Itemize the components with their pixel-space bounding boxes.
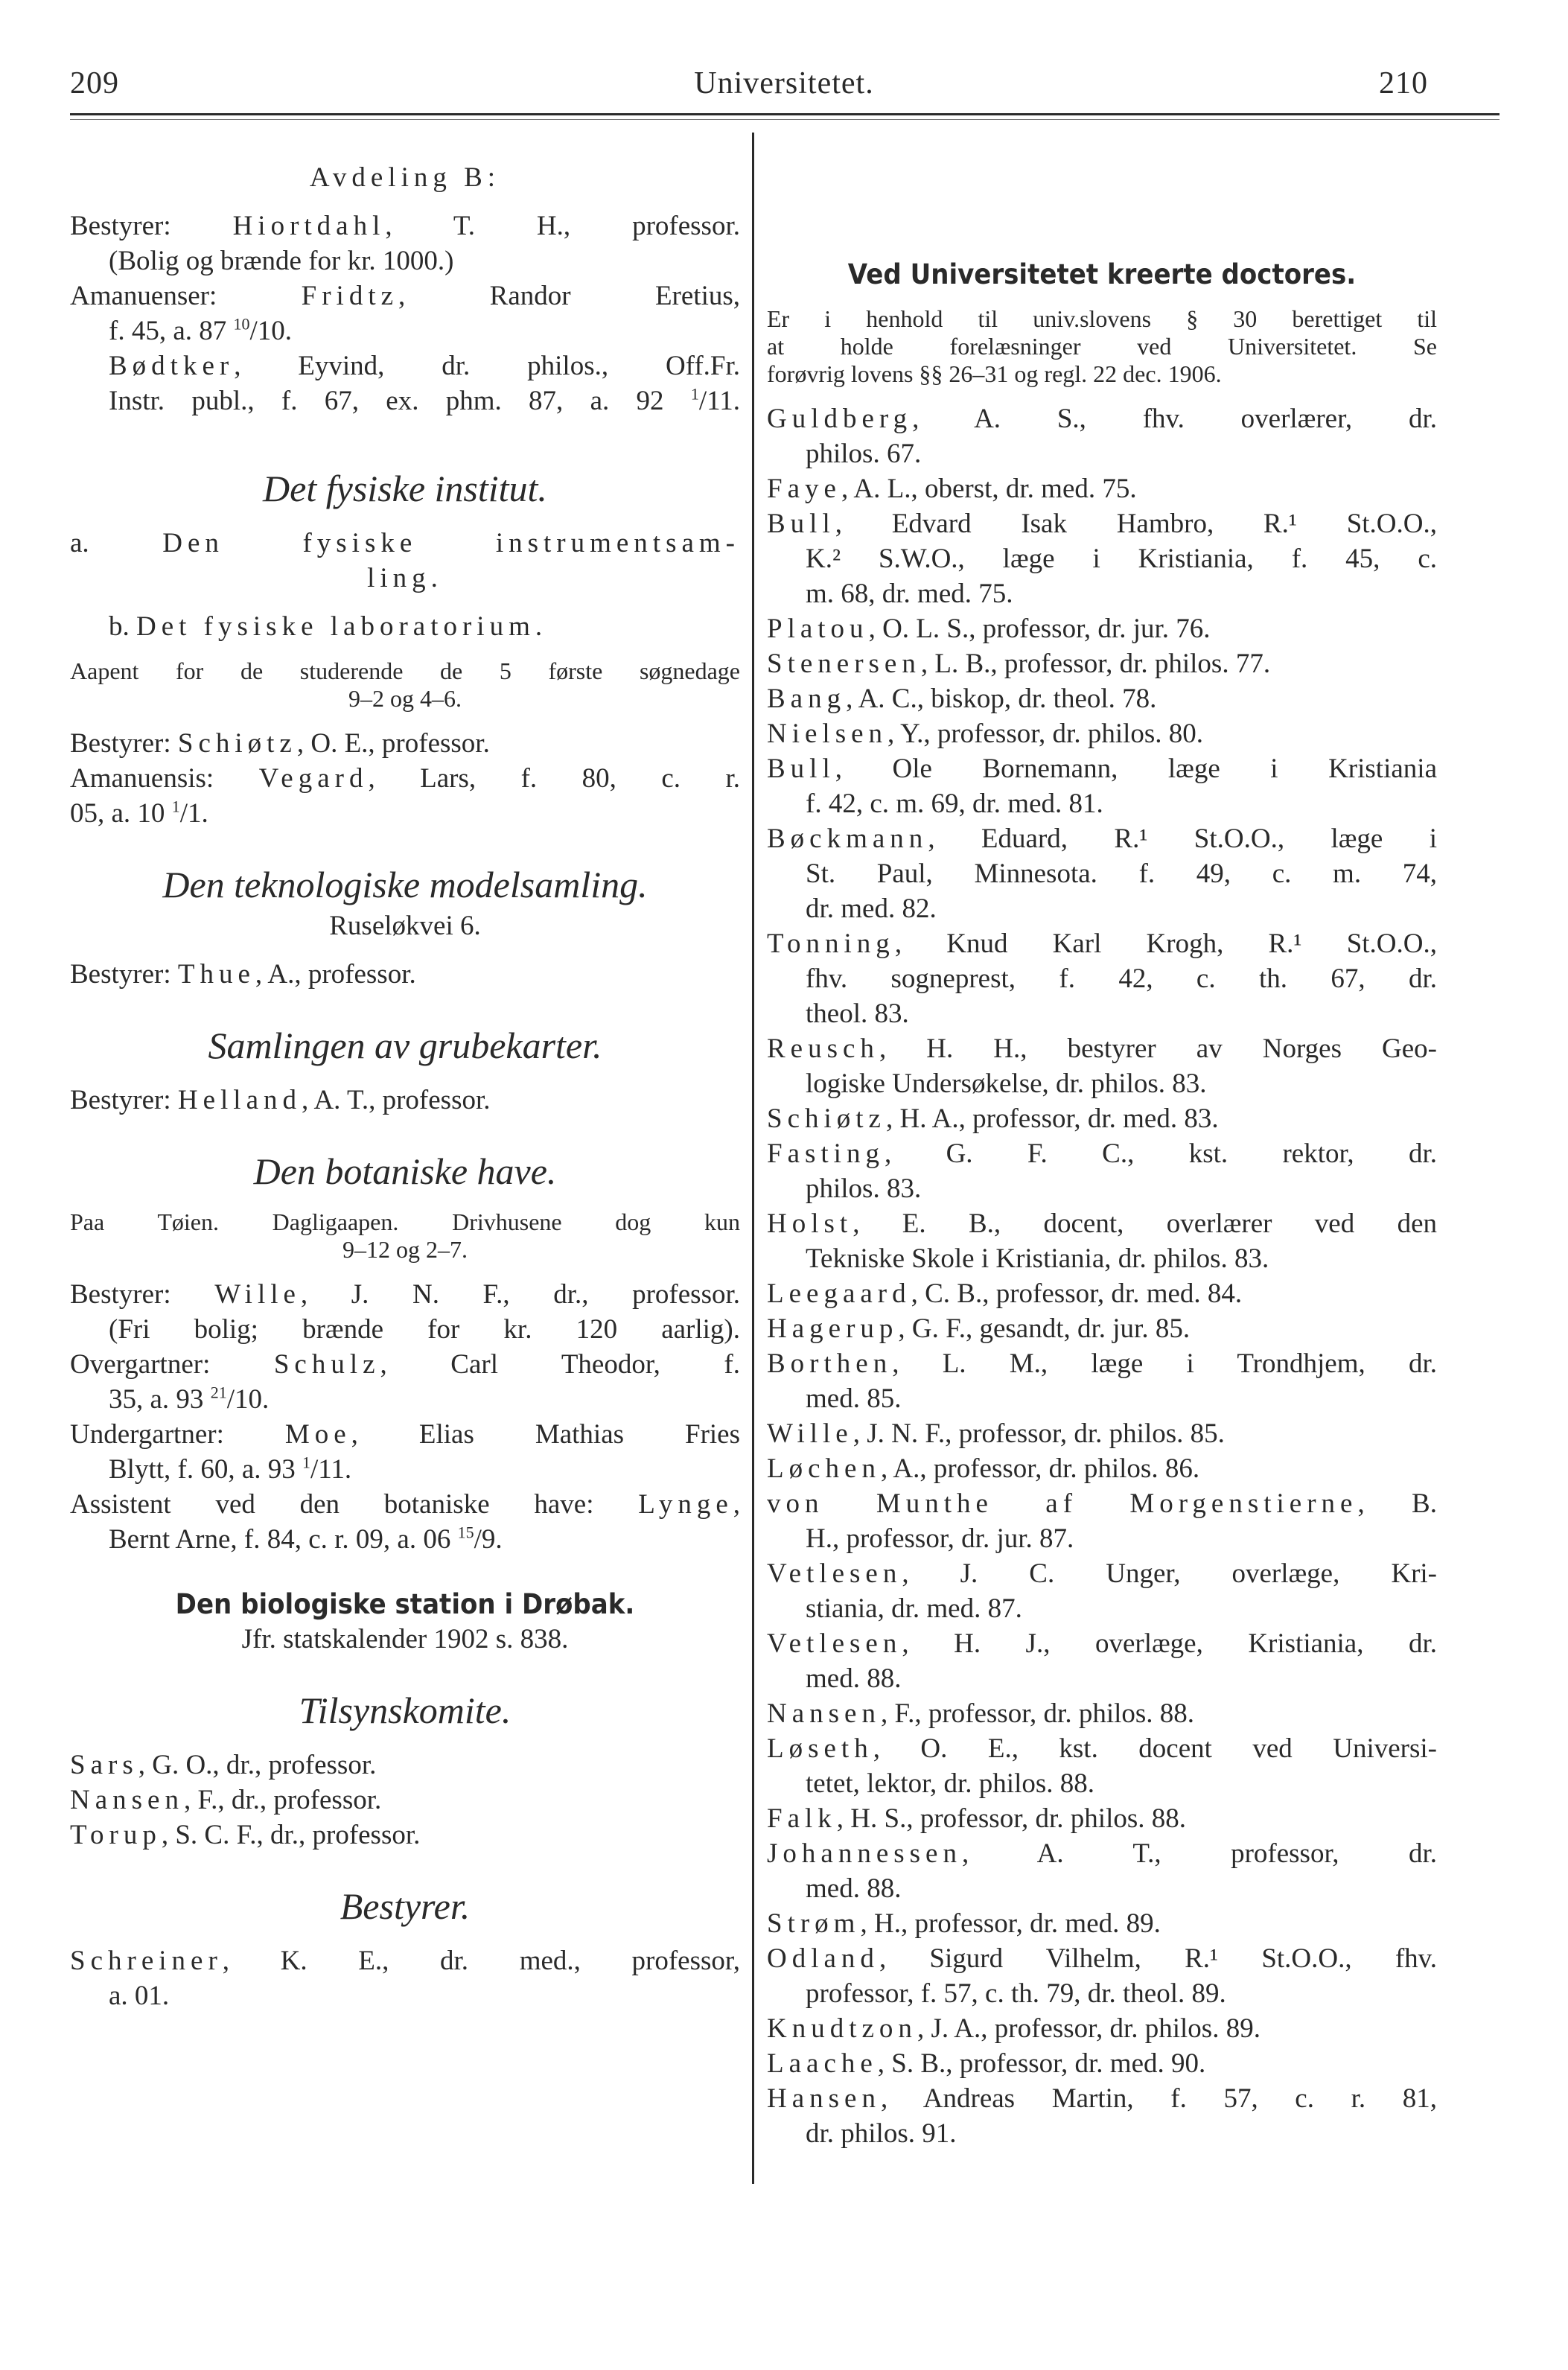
superscript: 15 [457, 1523, 474, 1542]
person-name: Reusch [767, 1033, 879, 1064]
entry-line [767, 1451, 1437, 1486]
text-part: Bernt Arne, f. 84, c. r. 09, a. 06 [109, 1524, 458, 1555]
person-details: , J. N. F., dr., professor. [300, 1279, 741, 1310]
person-details: , Edvard Isak Hambro, R.¹ St.O.O., [835, 509, 1437, 539]
person-name: Løseth [767, 1733, 873, 1764]
person-details: , A. S., fhv. overlærer, dr. [912, 404, 1437, 434]
entry-line [767, 821, 1437, 856]
continuation-line: a. 01. [109, 1981, 170, 2011]
entry-line [767, 1136, 1437, 1171]
staff-line [70, 726, 740, 761]
hours-note: 9–2 og 4–6. [348, 685, 462, 712]
intro-note: Er i henhold til univ.slovens § 30 berettiget til [767, 305, 1437, 332]
superscript: 1 [690, 384, 699, 404]
superscript: 1 [171, 797, 180, 816]
person-details: , H. J., overlæge, Kristiania, dr. [902, 1628, 1437, 1659]
entry-line [767, 646, 1437, 681]
section-title: Bestyrer. [340, 1885, 471, 1927]
person-details: , H. S., professor, dr. philos. 88. [836, 1803, 1187, 1834]
person-name: Nielsen [767, 719, 888, 749]
header-rule [70, 113, 1500, 115]
hours-note: 9–12 og 2–7. [342, 1236, 468, 1263]
entry-line [767, 716, 1437, 751]
doctor-entry [767, 681, 1437, 716]
person-details: , E. B., docent, overlærer ved den [852, 1208, 1437, 1239]
person-details: , J. C. Unger, overlæge, Kri- [902, 1558, 1437, 1589]
person-name: Faye [767, 474, 841, 504]
role-label: Bestyrer: [70, 1085, 171, 1115]
staff-line [70, 208, 740, 243]
staff-line [70, 1083, 740, 1118]
doctor-entry [767, 1311, 1437, 1346]
section-title: Samlingen av grubekarter. [208, 1025, 602, 1066]
person-name: Falk [767, 1803, 837, 1834]
person-details: , [733, 1489, 741, 1520]
text-part: f. 45, a. 87 [109, 316, 234, 346]
reference-line: Jfr. statskalender 1902 s. 838. [241, 1624, 569, 1654]
person-name: Nansen [767, 1698, 881, 1729]
person-details: , O. E., kst. docent ved Universi- [873, 1733, 1437, 1764]
doctor-entry [767, 1801, 1437, 1836]
doctor-entry [767, 1906, 1437, 1941]
person-details: , A., professor, dr. philos. 86. [880, 1453, 1200, 1484]
section-heading: Avdeling B: [309, 162, 501, 193]
person-name: Holst [767, 1208, 853, 1239]
person-details: , G. F., gesandt, dr. jur. 85. [898, 1313, 1191, 1344]
person-details: , A. C., biskop, dr. theol. 78. [846, 684, 1157, 714]
header-rule-thin [70, 119, 1500, 120]
doctor-entry [767, 1451, 1437, 1486]
person-details: , Andreas Martin, f. 57, c. r. 81, [880, 2083, 1437, 2114]
person-name: Wille [767, 1418, 853, 1449]
continuation-line [70, 383, 740, 418]
member-line [70, 1783, 740, 1818]
person-details: , Carl Theodor, f. [380, 1349, 741, 1380]
entry-continuation: dr. med. 82. [806, 893, 937, 924]
continuation-line [70, 1452, 740, 1487]
person-name: Schreiner [70, 1946, 223, 1976]
person-name: Wille [214, 1279, 301, 1310]
staff-line [70, 1487, 740, 1522]
person-details: , Randor Eretius, [398, 281, 741, 311]
doctor-entry [767, 646, 1437, 681]
person-name: Vegard [258, 763, 369, 794]
text-part: /9. [474, 1524, 503, 1555]
role-label: Undergartner: [70, 1419, 224, 1450]
person-name: Helland [177, 1085, 302, 1115]
doctor-entry [767, 471, 1437, 506]
person-name: Schulz [273, 1349, 380, 1380]
doctor-entry [767, 1731, 1437, 1801]
entry-continuation: dr. philos. 91. [806, 2118, 957, 2149]
entry-line [767, 2081, 1437, 2116]
entry-continuation: K.² S.W.O., læge i Kristiania, f. 45, c. [806, 544, 1437, 574]
entry-continuation: med. 88. [806, 1663, 902, 1694]
person-details: , F., professor, dr. philos. 88. [880, 1698, 1195, 1729]
entry-continuation: med. 88. [806, 1873, 902, 1904]
person-name: Thue [177, 959, 255, 990]
person-name: Johannessen [767, 1838, 962, 1869]
person-details: , H. H., bestyrer av Norges Geo- [879, 1033, 1437, 1064]
person-name: Stenersen [767, 649, 921, 679]
member-line [70, 1818, 740, 1853]
doctor-entry [767, 926, 1437, 1031]
text-part: /1. [179, 798, 208, 829]
doctor-entry [767, 1101, 1437, 1136]
list-item [70, 609, 740, 644]
entry-continuation: med. 85. [806, 1383, 902, 1414]
person-details: , A. L., oberst, dr. med. 75. [841, 474, 1137, 504]
doctor-entry [767, 1486, 1437, 1556]
person-details: , Ole Bornemann, læge i Kristiania [835, 754, 1437, 784]
person-name: Sars [70, 1750, 138, 1780]
entry-continuation: logiske Undersøkelse, dr. philos. 83. [806, 1068, 1207, 1099]
entry-line [767, 1941, 1437, 1976]
running-title: Universitetet. [694, 66, 874, 101]
text-part: /11. [310, 1454, 352, 1485]
person-name: von Munthe af Morgenstierne [767, 1488, 1358, 1519]
doctor-entry [767, 1136, 1437, 1206]
entry-continuation: m. 68, dr. med. 75. [806, 579, 1013, 609]
person-details: , S. B., professor, dr. med. 90. [877, 2048, 1206, 2079]
doctor-list [767, 401, 1437, 2151]
person-details: , L. M., læge i Trondhjem, dr. [892, 1348, 1437, 1379]
person-details: , B. [1357, 1488, 1437, 1519]
entry-line [767, 1276, 1437, 1311]
entry-line [767, 1731, 1437, 1766]
person-name: Knudtzon [767, 2013, 917, 2044]
staff-line [70, 1277, 740, 1312]
person-name: Laache [767, 2048, 878, 2079]
entry-line [767, 751, 1437, 786]
person-name: Fridtz [301, 281, 399, 311]
person-details: , S. C. F., dr., professor. [161, 1820, 421, 1850]
person-details: , L. B., professor, dr. philos. 77. [920, 649, 1271, 679]
person-details: , Lars, f. 80, c. r. [368, 763, 740, 794]
entry-continuation: H., professor, dr. jur. 87. [806, 1523, 1074, 1554]
person-name: Tonning [767, 928, 895, 959]
role-label: Overgartner: [70, 1349, 211, 1380]
section-title: Den botaniske have. [253, 1150, 557, 1192]
person-name: Platou [767, 614, 869, 644]
person-name: Vetlesen [767, 1558, 902, 1589]
person-name: Lynge [638, 1489, 733, 1520]
entry-line [767, 1836, 1437, 1871]
person-details: , H. A., professor, dr. med. 83. [885, 1103, 1219, 1134]
text-part: Instr. publ., f. 67, ex. phm. 87, a. 92 [109, 386, 691, 416]
person-name: Strøm [767, 1908, 861, 1939]
person-details: , T. H., professor. [385, 211, 740, 241]
role-label: Assistent ved den botaniske have: [70, 1489, 594, 1520]
staff-line [70, 1347, 740, 1382]
continuation-line [70, 1382, 740, 1417]
role-label: Bestyrer: [70, 728, 171, 759]
person-details: , Sigurd Vilhelm, R.¹ St.O.O., fhv. [879, 1943, 1437, 1974]
doctor-entry [767, 2011, 1437, 2046]
doctor-entry [767, 506, 1437, 611]
person-name: Torup [70, 1820, 162, 1850]
entry-continuation: stiania, dr. med. 87. [806, 1593, 1022, 1624]
person-details: , Eduard, R.¹ St.O.O., læge i [928, 824, 1437, 854]
continuation-line [70, 796, 740, 831]
left-column [70, 160, 740, 2013]
entry-continuation: philos. 67. [806, 439, 922, 469]
role-label: Amanuenser: [70, 281, 217, 311]
superscript: 1 [302, 1453, 311, 1472]
person-details: , J. N. F., professor, dr. philos. 85. [852, 1418, 1225, 1449]
person-name: Bull [767, 509, 835, 539]
person-name: Guldberg [767, 404, 913, 434]
person-name: Bang [767, 684, 847, 714]
role-label: Bestyrer: [70, 1279, 171, 1310]
doctor-entry [767, 1941, 1437, 2011]
text-part: /11. [698, 386, 740, 416]
doctor-entry [767, 821, 1437, 926]
text-part: 35, a. 93 [109, 1384, 211, 1415]
entry-line [767, 1311, 1437, 1346]
entry-line [767, 681, 1437, 716]
text-part: /10. [249, 316, 293, 346]
person-name: Odland [767, 1943, 879, 1974]
doctor-entry [767, 611, 1437, 646]
person-details: , F., dr., professor. [183, 1785, 382, 1815]
person-name: Hiortdahl [232, 211, 386, 241]
doctor-entry [767, 1206, 1437, 1276]
doctor-entry [767, 2046, 1437, 2081]
text-part: Blytt, f. 60, a. 93 [109, 1454, 303, 1485]
entry-continuation: professor, f. 57, c. th. 79, dr. theol. 89. [806, 1978, 1226, 2009]
entry-line [767, 1696, 1437, 1731]
item-label: a. [70, 528, 89, 558]
person-name: Hagerup [767, 1313, 899, 1344]
text-part: 05, a. 10 [70, 798, 172, 829]
note-line: (Fri bolig; brænde for kr. 120 aarlig). [109, 1314, 740, 1345]
person-name: Bødtker [109, 351, 235, 381]
doctor-entry [767, 751, 1437, 821]
person-name: Bøckmann [767, 824, 928, 854]
doctor-entry [767, 1836, 1437, 1906]
section-title: Ved Universitetet kreerte doctores. [847, 258, 1357, 290]
doctor-entry [767, 2081, 1437, 2151]
staff-line [70, 348, 740, 383]
person-name: Hansen [767, 2083, 881, 2114]
person-details: , O. L. S., professor, dr. jur. 76. [868, 614, 1211, 644]
hours-note: Aapent for de studerende de 5 første søgnedage [70, 657, 740, 684]
hours-note: Paa Tøien. Dagligaapen. Drivhusene dog kun [70, 1208, 740, 1235]
section-title: Den teknologiske modelsamling. [162, 864, 648, 905]
entry-continuation: theol. 83. [806, 998, 909, 1029]
intro-note: forøvrig lovens §§ 26–31 og regl. 22 dec. 1906. [767, 360, 1222, 387]
entry-line [767, 1416, 1437, 1451]
superscript: 21 [210, 1383, 227, 1402]
doctor-entry [767, 1416, 1437, 1451]
entry-line [767, 1346, 1437, 1381]
person-details: , A. T., professor, dr. [961, 1838, 1437, 1869]
entry-line [767, 1101, 1437, 1136]
person-name: Bull [767, 754, 835, 784]
person-details: , C. B., professor, dr. med. 84. [911, 1278, 1243, 1309]
section-title: Det fysiske institut. [263, 468, 547, 509]
entry-line [767, 926, 1437, 961]
section-title: Tilsynskomite. [299, 1689, 511, 1731]
doctor-entry [767, 1626, 1437, 1696]
doctor-entry [767, 1556, 1437, 1626]
person-details: , Elias Mathias Fries [351, 1419, 741, 1450]
entry-line [767, 2046, 1437, 2081]
staff-line [70, 957, 740, 992]
person-details: , A. T., professor. [302, 1085, 491, 1115]
person-details: , Y., professor, dr. philos. 80. [887, 719, 1204, 749]
person-details: , Eyvind, dr. philos., Off.Fr. [234, 351, 740, 381]
doctor-entry [767, 1696, 1437, 1731]
entry-line [767, 1556, 1437, 1591]
entry-line [767, 471, 1437, 506]
role-label: Amanuensis: [70, 763, 214, 794]
person-name: Leegaard [767, 1278, 911, 1309]
item-text: Det fysiske laboratorium. [136, 611, 548, 642]
person-name: Løchen [767, 1453, 881, 1484]
entry-line [767, 1206, 1437, 1241]
doctor-entry [767, 716, 1437, 751]
person-details: , Knud Karl Krogh, R.¹ St.O.O., [894, 928, 1437, 959]
person-name: Moe [284, 1419, 351, 1450]
person-name: Nansen [70, 1785, 184, 1815]
entry-continuation: fhv. sogneprest, f. 42, c. th. 67, dr. [806, 963, 1437, 994]
person-details: , K. E., dr. med., professor, [222, 1946, 740, 1976]
item-label: b. [109, 611, 130, 642]
entry-line [767, 401, 1437, 436]
person-details: , H., professor, dr. med. 89. [860, 1908, 1161, 1939]
entry-line [767, 1906, 1437, 1941]
entry-line [767, 1801, 1437, 1836]
entry-continuation: St. Paul, Minnesota. f. 49, c. m. 74, [806, 859, 1437, 889]
entry-continuation: tetet, lektor, dr. philos. 88. [806, 1768, 1094, 1799]
role-label: Bestyrer: [70, 959, 171, 990]
entry-line [767, 611, 1437, 646]
entry-continuation: Tekniske Skole i Kristiania, dr. philos. 83. [806, 1243, 1269, 1274]
intro-note: at holde forelæsninger ved Universitetet. Se [767, 333, 1437, 360]
continuation-line [70, 1522, 740, 1557]
note-line: (Bolig og brænde for kr. 1000.) [109, 246, 454, 276]
person-name: Schiøtz [177, 728, 297, 759]
person-details: , J. A., professor, dr. philos. 89. [917, 2013, 1261, 2044]
member-line [70, 1748, 740, 1783]
continuation-line [70, 313, 740, 348]
entry-line [767, 506, 1437, 541]
person-name: Schiøtz [767, 1103, 886, 1134]
staff-line [70, 1417, 740, 1452]
doctor-entry [767, 1276, 1437, 1311]
person-name: Borthen [767, 1348, 893, 1379]
entry-line [767, 1486, 1437, 1521]
doctor-entry [767, 401, 1437, 471]
entry-continuation: philos. 83. [806, 1173, 922, 1204]
continuation-line: ling. [367, 563, 443, 593]
section-title: Den biologiske station i Drøbak. [175, 1588, 635, 1620]
staff-line [70, 1943, 740, 1978]
staff-line [70, 761, 740, 796]
page-number-left: 209 [70, 66, 119, 101]
person-name: Fasting [767, 1138, 885, 1169]
page-number-right: 210 [1379, 66, 1428, 101]
entry-continuation: f. 42, c. m. 69, dr. med. 81. [806, 789, 1103, 819]
entry-line [767, 1031, 1437, 1066]
column-divider [752, 133, 754, 2184]
person-details: , O. E., professor. [296, 728, 490, 759]
text-part: /10. [226, 1384, 270, 1415]
person-details: , G. O., dr., professor. [138, 1750, 377, 1780]
doctor-entry [767, 1346, 1437, 1416]
right-column [767, 160, 1437, 2151]
person-name: Vetlesen [767, 1628, 902, 1659]
entry-line [767, 1626, 1437, 1661]
doctor-entry [767, 1031, 1437, 1101]
role-label: Bestyrer: [70, 211, 171, 241]
item-text: Den fysiske instrumentsam- [162, 528, 741, 558]
superscript: 10 [233, 314, 250, 334]
entry-line [767, 2011, 1437, 2046]
list-item [70, 526, 740, 561]
person-details: , G. F. C., kst. rektor, dr. [884, 1138, 1437, 1169]
person-details: , A., professor. [255, 959, 416, 990]
staff-line [70, 278, 740, 313]
address: Ruseløkvei 6. [329, 911, 481, 941]
